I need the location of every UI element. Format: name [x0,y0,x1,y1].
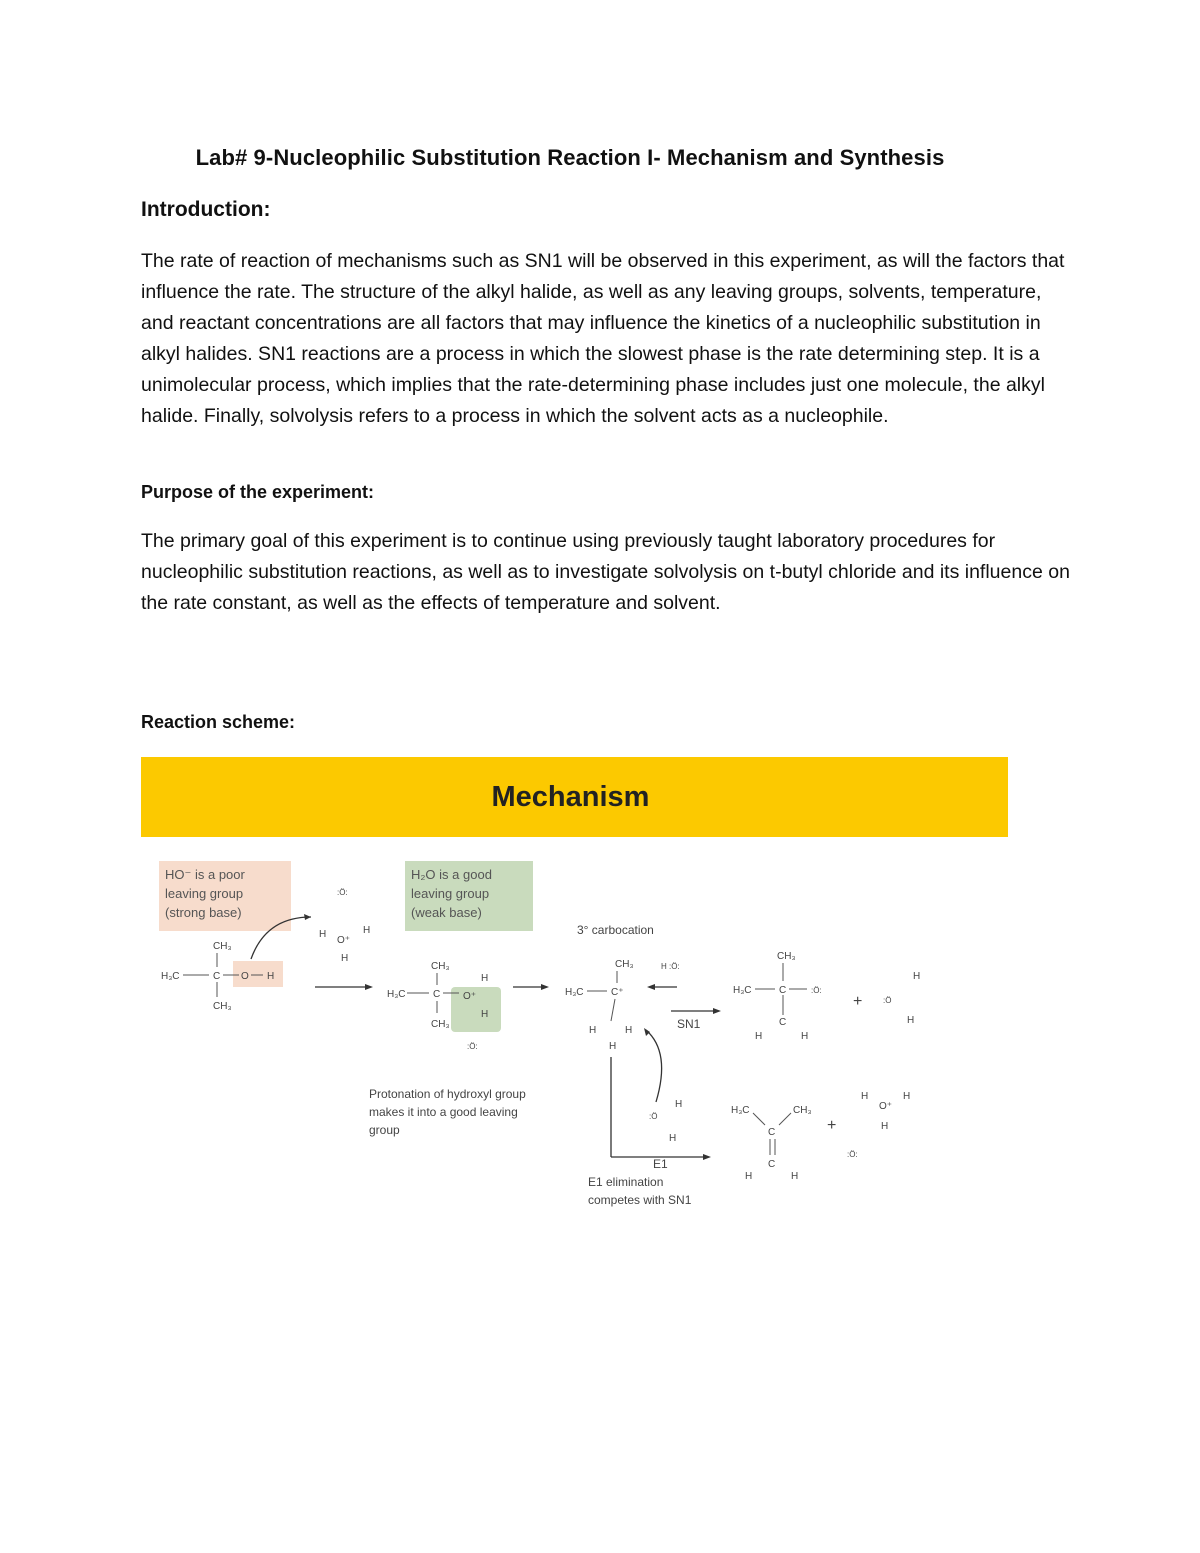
poor-leaving-group-box: HO⁻ is a poor leaving group (strong base) [159,861,291,931]
purpose-heading: Purpose of the experiment: [141,482,375,502]
carbocation-label: 3° carbocation [577,923,654,937]
protonated-carbon: C [433,989,441,1000]
water-h-right: H [675,1099,683,1110]
carbocation-carbon: C⁺ [611,987,624,998]
reactant-carbon: C [213,971,221,982]
protonated-h3c: H₃C [387,989,406,1000]
svg-text::Ö:: :Ö: [847,1150,858,1159]
alkene-h3c: H₃C [731,1105,750,1116]
product-hydronium-h-bottom: H [907,1015,915,1026]
svg-text::Ö: :Ö [649,1112,658,1121]
e1-note: E1 elimination competes with SN1 [588,1175,692,1207]
alkene-carbon-2: C [768,1159,776,1170]
mechanism-banner-title: Mechanism [491,780,650,813]
reactant-hydrogen: H [267,971,275,982]
alkene-ch3: CH₃ [793,1105,812,1116]
svg-text::Ö:: :Ö: [811,986,822,995]
reactant-h3c: H₃C [161,971,180,982]
alkene-h-right: H [791,1171,799,1182]
carbocation-h-left: H [589,1025,597,1036]
mechanism-figure [141,757,1008,1257]
protonated-oxygen: O⁺ [463,991,477,1002]
document-title: Lab# 9-Nucleophilic Substitution Reaction I- Mechanism and Synthesis [195,145,945,170]
hydronium-h-bottom: H [341,953,349,964]
carbocation-h3c: H₃C [565,987,584,998]
hydronium-oxygen: O⁺ [337,935,351,946]
product-h-left: H [755,1031,763,1042]
alkene-product-structure [731,1105,812,1182]
svg-text::Ö:: :Ö: [337,888,348,897]
hydronium-h-right: H [363,925,371,936]
water-nucleophile: H :Ö: [661,962,680,971]
product-hydronium-h-top: H [913,971,921,982]
sn1-arrow-label: SN1 [677,1017,701,1031]
reaction-scheme-heading: Reaction scheme: [141,712,296,732]
e1-hydronium-oxygen: O⁺ [879,1101,893,1112]
product-h3c: H₃C [733,985,752,996]
carbocation-ch3: CH₃ [615,959,634,970]
svg-text::Ö: :Ö [883,996,892,1005]
product-lower-carbon: C [779,1017,787,1028]
mechanism-banner [141,757,1008,837]
mechanism-diagram [141,837,1008,1257]
alkene-h-left: H [745,1171,753,1182]
carbocation-h-right: H [625,1025,633,1036]
carbocation-structure [565,959,634,1052]
svg-text::Ö:: :Ö: [467,1042,478,1051]
proton-transfer-arrow [251,917,311,959]
protonated-ch3-bottom: CH₃ [431,1019,450,1030]
sn1-hydronium-product [883,971,920,1026]
reactant-ch3-top: CH₃ [213,941,232,952]
protonated-h-bottom: H [481,1009,489,1020]
water-base-structure [649,1099,682,1144]
reactant-oxygen: O [241,971,249,982]
protonated-ch3-top: CH₃ [431,961,450,972]
water-h-bottom: H [669,1133,677,1144]
carbocation-h-bottom: H [609,1041,617,1052]
reactant-ch3-bottom: CH₃ [213,1001,232,1012]
alkene-carbon-1: C [768,1127,776,1138]
e1-hydronium-h-bottom: H [881,1121,889,1132]
e1-hydronium-product [847,1091,910,1159]
plus-sign-e1: + [827,1117,837,1134]
e1-curved-arrow [646,1030,662,1102]
hydronium-h-left: H [319,929,327,940]
product-carbon: C [779,985,787,996]
purpose-paragraph: The primary goal of this experiment is to continue using previously taught laboratory procedures for nucleophilic substitution reactions, as well as to investigate solvolysis on t-butyl chloride and its influence on the rate constant, as well as the effects of temperature and solvent. [141,530,1070,614]
protonated-h-top: H [481,973,489,984]
e1-hydronium-h-right: H [903,1091,911,1102]
sn1-product-structure [733,951,822,1042]
product-h-right: H [801,1031,809,1042]
protonation-note: Protonation of hydroxyl group makes it into a good leaving group [369,1087,526,1137]
product-ch3: CH₃ [777,951,796,962]
plus-sign-sn1: + [853,993,863,1010]
good-leaving-group-box: H₂O is a good leaving group (weak base) [405,861,533,931]
e1-hydronium-h-left: H [861,1091,869,1102]
e1-arrow-label: E1 [653,1157,668,1171]
hydronium-structure [319,888,370,964]
introduction-paragraph: The rate of reaction of mechanisms such as SN1 will be observed in this experiment, as will the factors that influence the rate. The structure of the alkyl halide, as well as any leaving groups, solvents, temperature, and reactant concentrations are all factors that may influence the kinetics of a nucleophilic substitution in alkyl halides. SN1 reactions are a process in which the slowest phase is the rate determining step. It is a unimolecular process, which implies that the rate-determining phase includes just one molecule, the alkyl halide. Finally, solvolysis refers to a process in which the solvent acts as a nucleophile. [141,250,1065,427]
introduction-heading: Introduction: [141,198,271,221]
